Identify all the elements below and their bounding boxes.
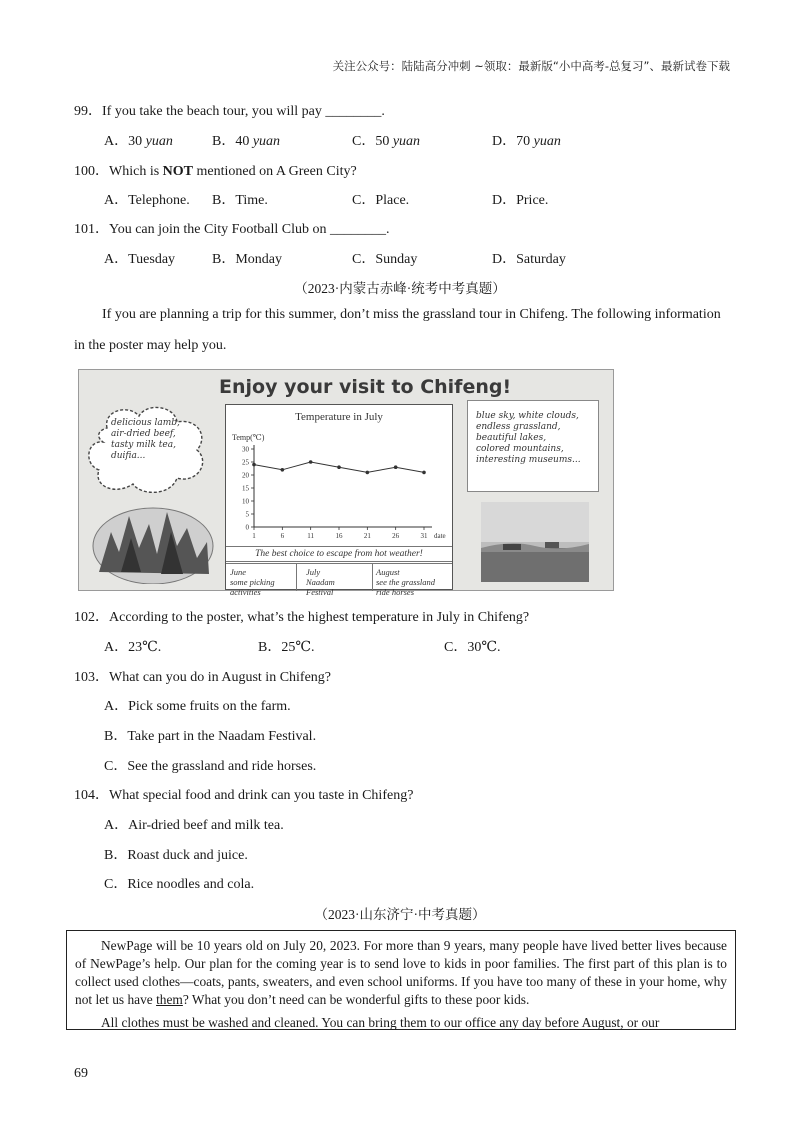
y-tick-label: 20 xyxy=(242,471,249,480)
food-item: delicious lamb, xyxy=(111,418,180,428)
table-divider xyxy=(296,563,297,591)
y-tick-label: 15 xyxy=(242,484,249,493)
question-101: 101．You can join the City Football Club on ________. xyxy=(74,222,390,237)
scenery-item: blue sky, white clouds, xyxy=(476,411,579,421)
option-letter: B．40 xyxy=(212,134,253,149)
scenery-item: endless grassland, xyxy=(476,422,561,432)
passage-paragraph-1 xyxy=(67,931,735,1009)
q104-option-b[interactable]: B．Roast duck and juice. xyxy=(104,848,248,863)
q103-option-c[interactable]: C．See the grassland and ride horses. xyxy=(104,759,317,774)
chifeng-poster xyxy=(78,369,614,597)
y-tick-label: 25 xyxy=(242,458,249,467)
q99-option-d[interactable] xyxy=(492,130,561,150)
y-tick-label: 10 xyxy=(242,497,249,506)
temperature-point xyxy=(337,465,341,469)
grassland-photo xyxy=(481,502,589,582)
food-list xyxy=(111,418,180,462)
passage-paragraph-2: All clothes must be washed and cleaned. You can bring them to our office any day before August, or our xyxy=(101,1015,660,1030)
page-header: 关注公众号：陆陆高分冲刺 ~领取：最新版“小中高考-总复习”、最新试卷下载 xyxy=(332,59,730,73)
temperature-point xyxy=(309,460,313,464)
intro-paragraph: If you are planning a trip for this summer, don’t miss the grassland tour in Chifeng. The following information in the poster may help you. xyxy=(74,307,721,353)
scenery-item: interesting museums... xyxy=(476,455,581,465)
q102-option-c[interactable]: C．30℃. xyxy=(444,640,501,655)
source-label: （2023·山东济宁·中考真题） xyxy=(314,907,486,922)
chart-title: Temperature in July xyxy=(295,411,383,423)
june-cell xyxy=(230,567,275,597)
option-unit: yuan xyxy=(145,134,173,149)
poster-title: Enjoy your visit to Chifeng! xyxy=(219,376,512,398)
x-tick-label: 11 xyxy=(307,532,315,540)
temperature-point xyxy=(252,463,256,467)
underlined-word: them xyxy=(156,992,183,1007)
q102-option-b[interactable]: B．25℃. xyxy=(258,640,315,655)
july-cell xyxy=(306,567,335,597)
cell-line: some picking xyxy=(230,577,275,587)
y-axis-label: Temp(℃) xyxy=(232,433,265,442)
food-item: duifia... xyxy=(111,451,146,461)
q100-text-post: mentioned on A Green City? xyxy=(193,164,357,179)
food-item: air-dried beef, xyxy=(111,429,176,439)
q100-option-a[interactable]: A．Telephone. xyxy=(104,193,190,208)
temperature-chart xyxy=(226,439,452,543)
q100-text-bold: NOT xyxy=(162,164,193,179)
cell-line: June xyxy=(230,567,247,577)
scenery-item: colored mountains, xyxy=(476,444,564,454)
source-label: （2023·内蒙古赤峰·统考中考真题） xyxy=(294,281,506,296)
q99-option-a[interactable] xyxy=(104,130,173,150)
question-104: 104．What special food and drink can you taste in Chifeng? xyxy=(74,788,414,803)
option-unit: yuan xyxy=(533,134,561,149)
cell-line: ride horses xyxy=(376,587,415,597)
cell-line: activities xyxy=(230,587,261,597)
cell-line: Naadam xyxy=(306,577,335,587)
q101-option-a[interactable]: A．Tuesday xyxy=(104,252,176,267)
scenery-list xyxy=(476,411,581,466)
reading-passage xyxy=(66,930,736,1030)
x-axis-label: date xyxy=(434,532,446,540)
page-number: 69 xyxy=(74,1066,88,1081)
august-cell xyxy=(376,567,435,597)
question-100 xyxy=(74,160,357,180)
temperature-point xyxy=(394,465,398,469)
x-tick-label: 31 xyxy=(420,532,428,540)
chart-caption: The best choice to escape from hot weather! xyxy=(226,546,452,562)
cell-line: Festival xyxy=(306,587,334,597)
q101-option-d[interactable]: D．Saturday xyxy=(492,252,566,267)
q100-text-pre: 100．Which is xyxy=(74,164,163,179)
option-letter: C．50 xyxy=(352,134,393,149)
x-tick-label: 21 xyxy=(363,532,371,540)
mountain-photo xyxy=(91,502,215,584)
cell-line: July xyxy=(306,567,321,577)
x-tick-label: 16 xyxy=(335,532,343,540)
q103-option-b[interactable]: B．Take part in the Naadam Festival. xyxy=(104,729,317,744)
y-tick-label: 5 xyxy=(245,510,249,519)
option-letter: D．70 xyxy=(492,134,534,149)
y-tick-label: 30 xyxy=(242,445,249,454)
temperature-point xyxy=(281,468,285,472)
cell-line: August xyxy=(376,567,400,577)
temperature-chart-card xyxy=(225,404,453,597)
q101-option-b[interactable]: B．Monday xyxy=(212,252,282,267)
question-99: 99．If you take the beach tour, you will pay ________. xyxy=(74,104,385,119)
option-unit: yuan xyxy=(392,134,421,149)
q99-option-b[interactable] xyxy=(212,130,280,150)
q100-option-b[interactable]: B．Time. xyxy=(212,193,268,208)
x-tick-label: 6 xyxy=(280,532,285,540)
q99-option-c[interactable] xyxy=(352,130,420,150)
q103-option-a[interactable]: A．Pick some fruits on the farm. xyxy=(104,699,291,714)
question-103: 103．What can you do in August in Chifeng? xyxy=(74,670,332,685)
scenery-card xyxy=(467,400,599,492)
cell-line: see the grassland xyxy=(376,577,436,587)
q104-option-c[interactable]: C．Rice noodles and cola. xyxy=(104,877,255,892)
option-letter: A．30 xyxy=(104,134,146,149)
q104-option-a[interactable]: A．Air-dried beef and milk tea. xyxy=(104,818,284,833)
x-tick-label: 1 xyxy=(252,532,256,540)
x-tick-label: 26 xyxy=(392,532,400,540)
passage-text: NewPage will be 10 years old on July 20, 2023. For more than 9 years, many people have lived better lives because of NewPage’s help. Our plan for the coming year is to send love to kids in poor families. The first part of this plan is to collect used clothes—coats, pants, sweaters, and even school uniforms. If you have too many of these in your home, why not let us have xyxy=(75,938,727,1007)
table-divider xyxy=(372,563,373,591)
q100-option-c[interactable]: C．Place. xyxy=(352,193,410,208)
q100-option-d[interactable]: D．Price. xyxy=(492,193,549,208)
scenery-item: beautiful lakes, xyxy=(476,433,547,443)
question-102: 102．According to the poster, what’s the highest temperature in July in Chifeng? xyxy=(74,610,530,625)
temperature-point xyxy=(422,471,426,475)
y-tick-label: 0 xyxy=(245,523,249,532)
option-unit: yuan xyxy=(252,134,281,149)
q101-option-c[interactable]: C．Sunday xyxy=(352,252,418,267)
temperature-point xyxy=(366,471,370,475)
food-item: tasty milk tea, xyxy=(111,440,176,450)
q102-option-a[interactable]: A．23℃. xyxy=(104,640,162,655)
passage-text: ? What you don’t need can be wonderful gifts to these poor kids. xyxy=(182,992,530,1007)
